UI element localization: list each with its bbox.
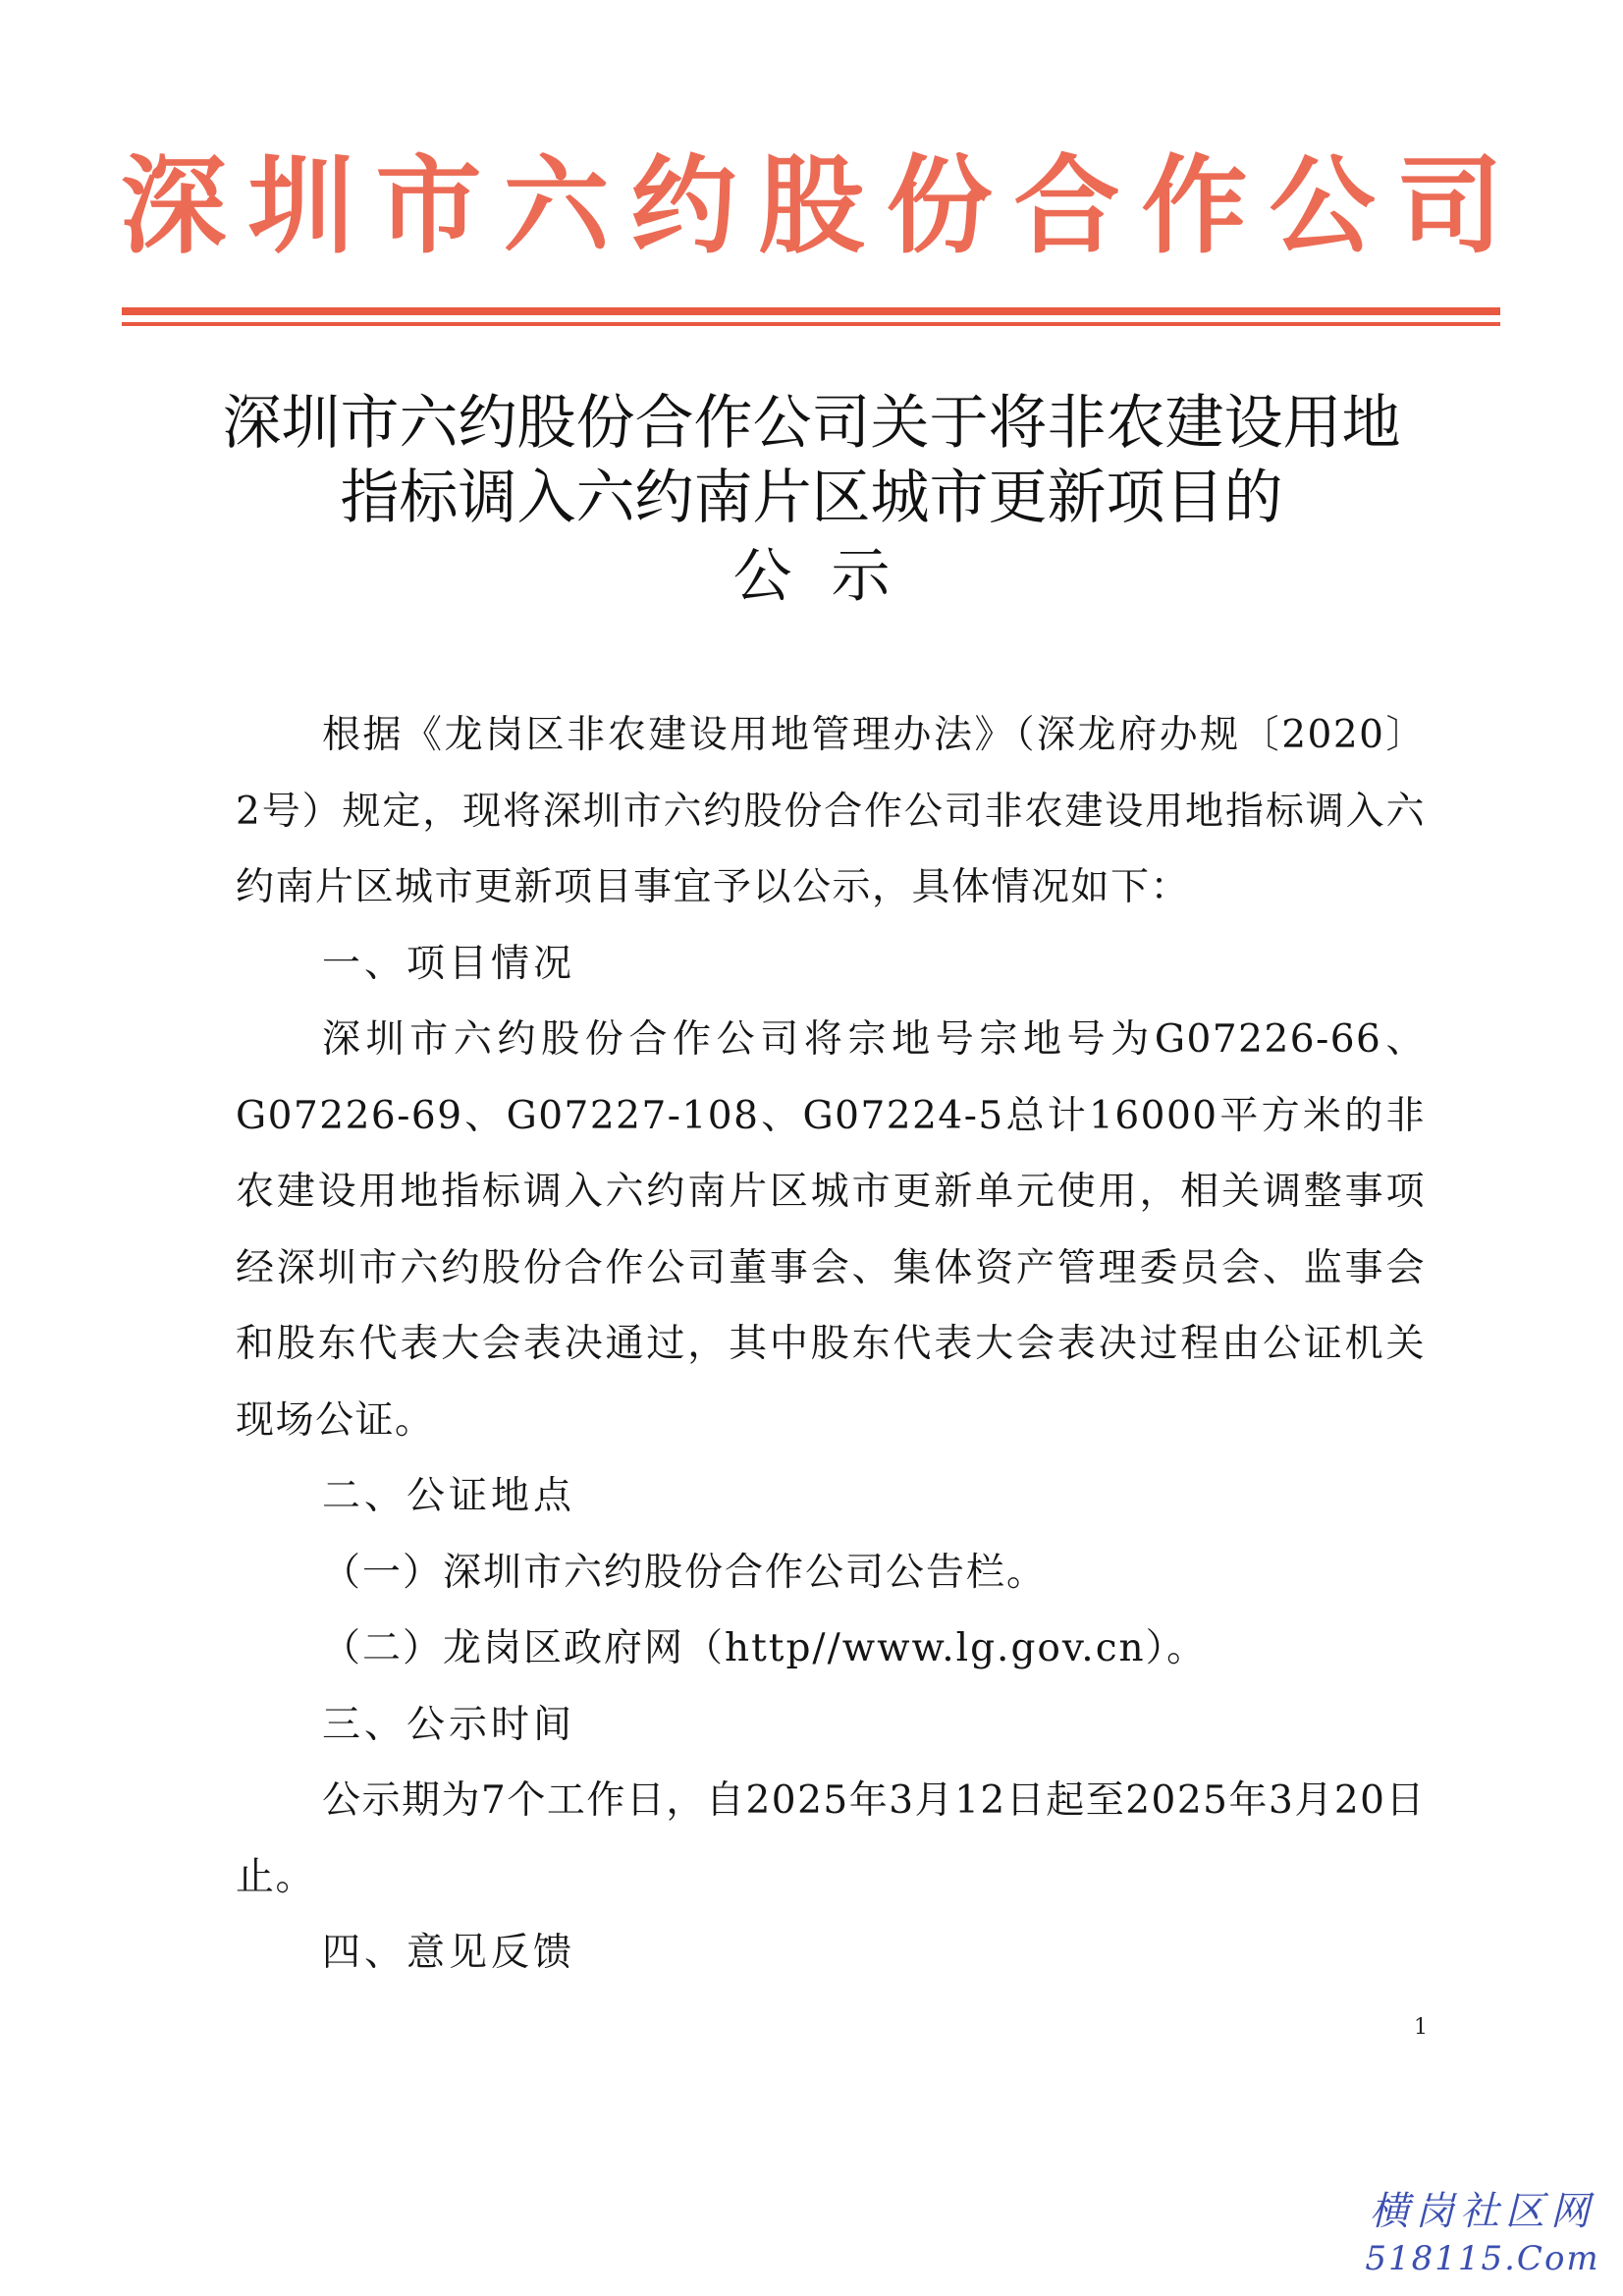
section-1-paragraph: 深圳市六约股份合作公司将宗地号宗地号为G07226-66、G07226-69、G07227-108、G07224-5总计16000平方米的非农建设用地指标调入六约南片区城市更新单元使用，相关调整事项经深圳市六约股份合作公司董事会、集体资产管理委员会、监事会和股东代表大会表决通过，其中股东代表大会表决过程由公证机关现场公证。 [236, 1017, 1426, 1443]
section-2-item-2: （二）龙岗区政府网（http//www.lg.gov.cn）。 [322, 1626, 1208, 1670]
page-number: 1 [1414, 2015, 1428, 2040]
intro-paragraph: 根据《龙岗区非农建设用地管理办法》（深龙府办规〔2020〕2号）规定，现将深圳市六约股份合作公司非农建设用地指标调入六约南片区城市更新项目事宜予以公示，具体情况如下： [236, 713, 1426, 909]
letterhead-thin-rule [122, 322, 1500, 326]
section-3-heading: 三、公示时间 [322, 1702, 576, 1747]
watermark-domain: 518115.Com [1365, 2239, 1600, 2278]
document-body [236, 697, 1426, 1992]
document-title-line-3: 公示 [732, 542, 930, 611]
site-watermark [1345, 2188, 1620, 2282]
document-title-line-2: 指标调入六约南片区城市更新项目的 [340, 464, 1283, 532]
section-1-heading: 一、项目情况 [322, 941, 576, 986]
section-4-heading: 四、意见反馈 [322, 1931, 576, 1975]
section-2-item-1: （一）深圳市六约股份合作公司公告栏。 [322, 1550, 1048, 1595]
document-title-line-1: 深圳市六约股份合作公司关于将非农建设用地 [222, 389, 1401, 458]
letterhead-company-name: 深圳市六约股份合作公司 [120, 144, 1525, 268]
letterhead-thick-rule [122, 307, 1500, 315]
section-2-heading: 二、公证地点 [322, 1474, 576, 1518]
section-3-paragraph: 公示期为7个工作日，自2025年3月12日起至2025年3月20日止。 [236, 1778, 1426, 1899]
watermark-site-name: 横岗社区网 [1370, 2189, 1596, 2234]
